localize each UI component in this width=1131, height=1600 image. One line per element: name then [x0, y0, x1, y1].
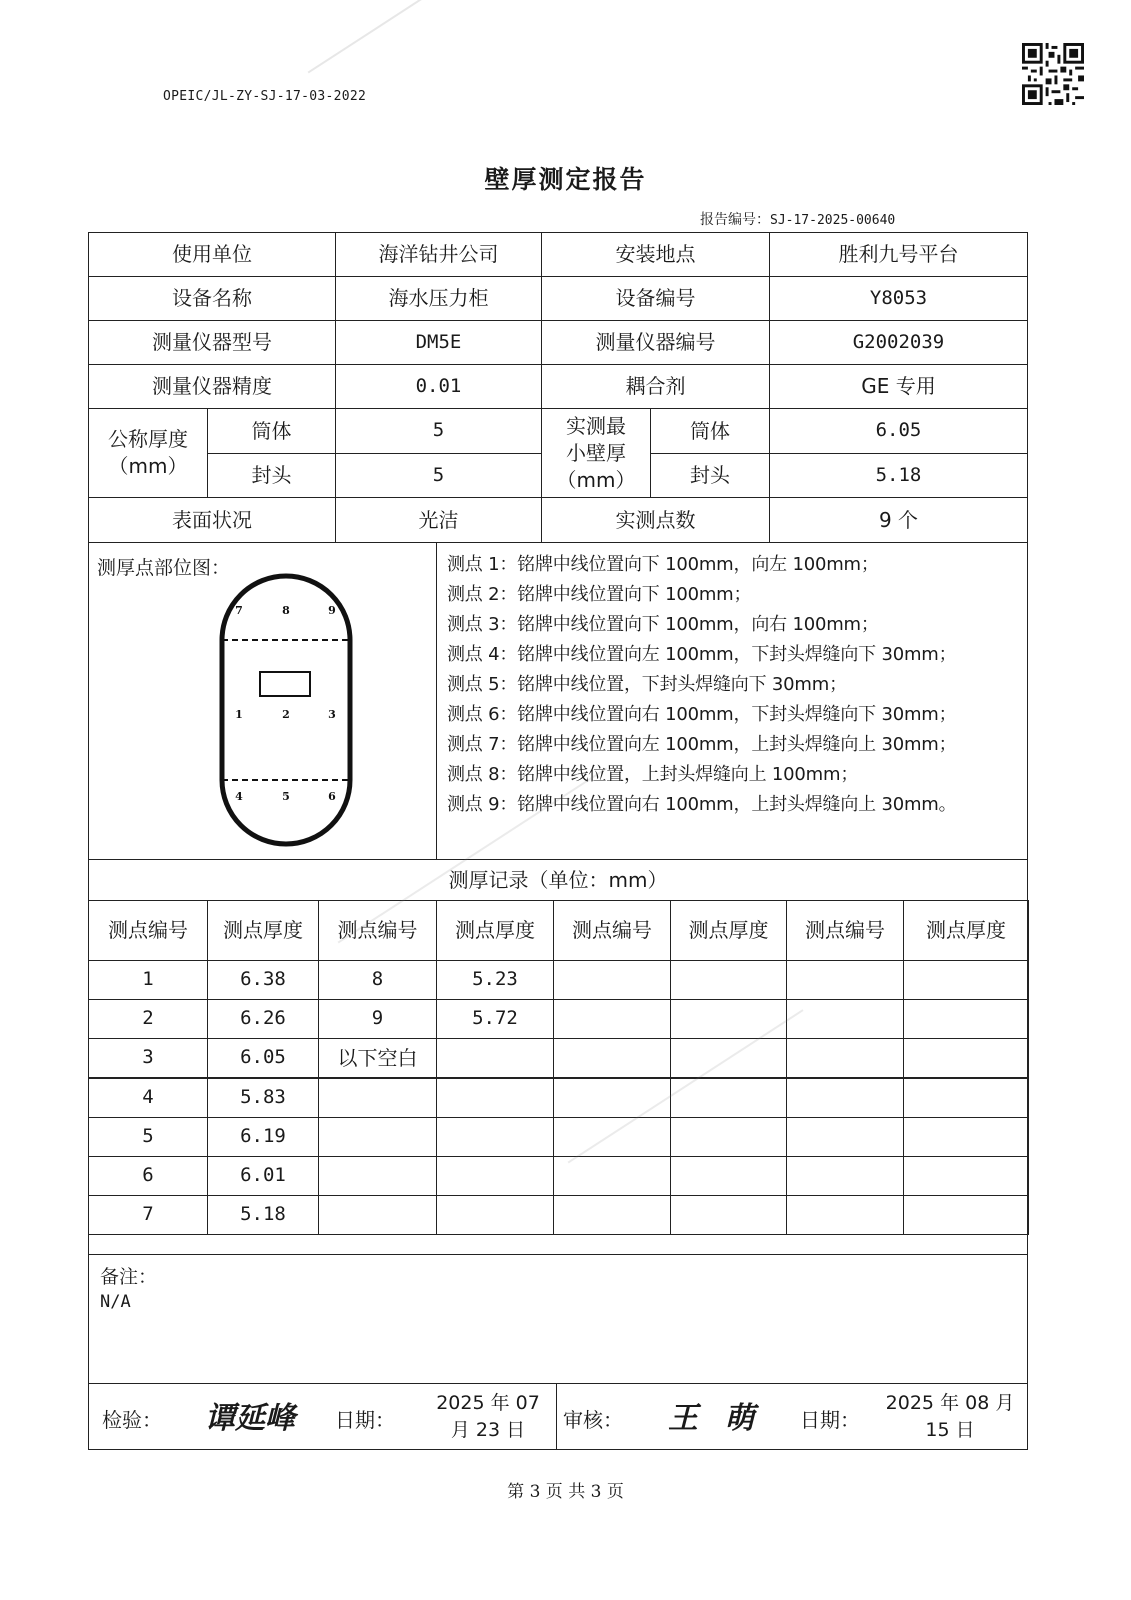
table-cell: [786, 1117, 904, 1157]
table-header-cell: 测点编号: [553, 900, 671, 961]
table-cell: [553, 999, 671, 1039]
table-cell: [553, 1078, 671, 1118]
table-cell: [670, 1156, 787, 1196]
min-label-text: 实测最小壁厚: [566, 413, 626, 465]
table-cell: 5: [88, 1117, 208, 1157]
table-cell: 4: [88, 1078, 208, 1118]
review-date: [875, 1383, 1025, 1450]
user-unit-label: 使用单位: [88, 232, 336, 277]
table-cell: 2: [88, 999, 208, 1039]
vessel-diagram: [210, 572, 370, 850]
table-cell: 6: [88, 1156, 208, 1196]
table-cell: 9: [318, 999, 437, 1039]
surface-value: 光洁: [335, 497, 542, 543]
nominal-shell-value: 5: [335, 408, 542, 454]
point-description-list: [447, 550, 1027, 820]
nominal-head-value: 5: [335, 453, 542, 498]
point-description: 测点 3：铭牌中线位置向下 100mm，向右 100mm；: [447, 614, 879, 635]
table-cell: [903, 960, 1029, 1000]
inspect-date-line2: 月 23 日: [450, 1418, 526, 1441]
point-label-2: 2: [282, 708, 290, 721]
review-date-line1: 2025 年 08 月: [885, 1391, 1015, 1414]
precision-value: 0.01: [335, 364, 542, 409]
table-cell: [318, 1117, 437, 1157]
report-number-label: 报告编号：: [700, 212, 770, 228]
table-cell: [786, 999, 904, 1039]
table-cell: [553, 1038, 671, 1078]
point-description: 测点 4：铭牌中线位置向左 100mm，下封头焊缝向下 30mm；: [447, 644, 957, 665]
instrument-no-label: 测量仪器编号: [541, 320, 770, 365]
table-cell: [786, 1156, 904, 1196]
table-cell: [436, 1195, 554, 1235]
review-date-label: 日期：: [800, 1408, 860, 1432]
table-header-cell: 测点厚度: [670, 900, 787, 961]
table-cell: [786, 1195, 904, 1235]
point-description: 测点 6：铭牌中线位置向右 100mm，下封头焊缝向下 30mm；: [447, 704, 957, 725]
couplant-value: GE 专用: [769, 364, 1028, 409]
table-cell: [903, 999, 1029, 1039]
couplant-label: 耦合剂: [541, 364, 770, 409]
table-header-cell: 测点厚度: [903, 900, 1029, 961]
min-unit: （mm）: [556, 467, 636, 492]
precision-label: 测量仪器精度: [88, 364, 336, 409]
table-cell: [903, 1038, 1029, 1078]
table-cell: 6.19: [207, 1117, 319, 1157]
inspect-label: 检验：: [102, 1408, 162, 1432]
table-cell: [318, 1195, 437, 1235]
nominal-unit: （mm）: [108, 454, 188, 478]
table-cell: [318, 1156, 437, 1196]
point-description: 测点 8：铭牌中线位置，上封头焊缝向上 100mm；: [447, 764, 859, 785]
table-cell: 6.26: [207, 999, 319, 1039]
user-unit-value: 海洋钻井公司: [335, 232, 542, 277]
min-shell-label: 筒体: [650, 408, 770, 454]
table-cell: 6.01: [207, 1156, 319, 1196]
location-value: 胜利九号平台: [769, 232, 1028, 277]
min-shell-value: 6.05: [769, 408, 1028, 454]
point-description: 测点 2：铭牌中线位置向下 100mm；: [447, 584, 752, 605]
table-header-cell: 测点厚度: [436, 900, 554, 961]
table-cell: [436, 1078, 554, 1118]
table-cell: [553, 960, 671, 1000]
inspector-signature: 谭延峰: [205, 1401, 295, 1436]
instrument-no-value: G2002039: [769, 320, 1028, 365]
table-cell: 5.72: [436, 999, 554, 1039]
remarks-value: N/A: [100, 1292, 131, 1312]
device-name-value: 海水压力柜: [335, 276, 542, 321]
table-cell: 5.83: [207, 1078, 319, 1118]
table-header-cell: 测点编号: [88, 900, 208, 961]
table-cell: [436, 1156, 554, 1196]
points-label: 实测点数: [541, 497, 770, 543]
table-cell: 1: [88, 960, 208, 1000]
table-cell: [318, 1078, 437, 1118]
table-cell: [786, 960, 904, 1000]
nominal-label-text: 公称厚度: [108, 427, 188, 451]
table-cell: [670, 960, 787, 1000]
point-label-7: 7: [235, 604, 243, 617]
review-label: 审核：: [563, 1408, 623, 1432]
table-cell: [903, 1156, 1029, 1196]
page-number: 第 3 页 共 3 页: [507, 1482, 624, 1502]
report-number-value: SJ-17-2025-00640: [770, 213, 896, 228]
reviewer-signature: 王 萌: [668, 1401, 763, 1436]
min-thickness-label: [541, 408, 651, 498]
table-cell: [436, 1117, 554, 1157]
point-description: 测点 7：铭牌中线位置向左 100mm，上封头焊缝向上 30mm；: [447, 734, 957, 755]
table-cell: [553, 1195, 671, 1235]
remarks-cell: [88, 1254, 1028, 1384]
surface-label: 表面状况: [88, 497, 336, 543]
point-label-4: 4: [235, 790, 243, 803]
location-label: 安装地点: [541, 232, 770, 277]
table-cell: [903, 1078, 1029, 1118]
inspect-date-line1: 2025 年 07: [436, 1391, 540, 1414]
table-cell: [670, 1117, 787, 1157]
qr-code-icon: [1022, 43, 1084, 105]
point-description: 测点 9：铭牌中线位置向右 100mm，上封头焊缝向上 30mm。: [447, 794, 957, 815]
nominal-shell-label: 筒体: [207, 408, 336, 454]
table-cell: [903, 1117, 1029, 1157]
page-title: 壁厚测定报告: [484, 165, 647, 194]
point-label-9: 9: [328, 604, 336, 617]
point-label-8: 8: [282, 604, 290, 617]
min-head-label: 封头: [650, 453, 770, 498]
points-value: 9 个: [769, 497, 1028, 543]
point-description: 测点 5：铭牌中线位置，下封头焊缝向下 30mm；: [447, 674, 847, 695]
table-header-cell: 测点厚度: [207, 900, 319, 961]
form-code: OPEIC/JL-ZY-SJ-17-03-2022: [163, 89, 367, 104]
table-header-cell: 测点编号: [318, 900, 437, 961]
instrument-model-label: 测量仪器型号: [88, 320, 336, 365]
point-label-6: 6: [328, 790, 336, 803]
nominal-thickness-label: [88, 408, 208, 498]
remarks-label: 备注：: [100, 1266, 158, 1288]
table-cell: [786, 1078, 904, 1118]
nominal-head-label: 封头: [207, 453, 336, 498]
table-cell: 5.18: [207, 1195, 319, 1235]
table-cell: 6.05: [207, 1038, 319, 1078]
table-cell: [670, 1195, 787, 1235]
table-cell: [903, 1195, 1029, 1235]
device-no-value: Y8053: [769, 276, 1028, 321]
instrument-model-value: DM5E: [335, 320, 542, 365]
records-title: 测厚记录（单位：mm）: [88, 859, 1028, 901]
table-cell: 6.38: [207, 960, 319, 1000]
signoff-divider: [556, 1383, 557, 1450]
device-no-label: 设备编号: [541, 276, 770, 321]
nameplate: [260, 672, 310, 696]
table-cell: [553, 1117, 671, 1157]
point-label-1: 1: [235, 708, 243, 721]
table-cell: 3: [88, 1038, 208, 1078]
point-label-5: 5: [282, 790, 290, 803]
table-cell: 8: [318, 960, 437, 1000]
table-cell: [436, 1038, 554, 1078]
review-date-line2: 15 日: [925, 1418, 975, 1441]
table-cell: 7: [88, 1195, 208, 1235]
min-head-value: 5.18: [769, 453, 1028, 498]
point-label-3: 3: [328, 708, 336, 721]
report-number: [700, 209, 895, 229]
table-header-cell: 测点编号: [786, 900, 904, 961]
table-cell: 5.23: [436, 960, 554, 1000]
inspect-date-label: 日期：: [335, 1408, 395, 1432]
point-description: 测点 1：铭牌中线位置向下 100mm，向左 100mm；: [447, 554, 879, 575]
inspect-date: [418, 1383, 558, 1450]
table-cell: 以下空白: [318, 1038, 437, 1078]
device-name-label: 设备名称: [88, 276, 336, 321]
diagram-label: 测厚点部位图：: [97, 557, 231, 579]
table-cell: [786, 1038, 904, 1078]
